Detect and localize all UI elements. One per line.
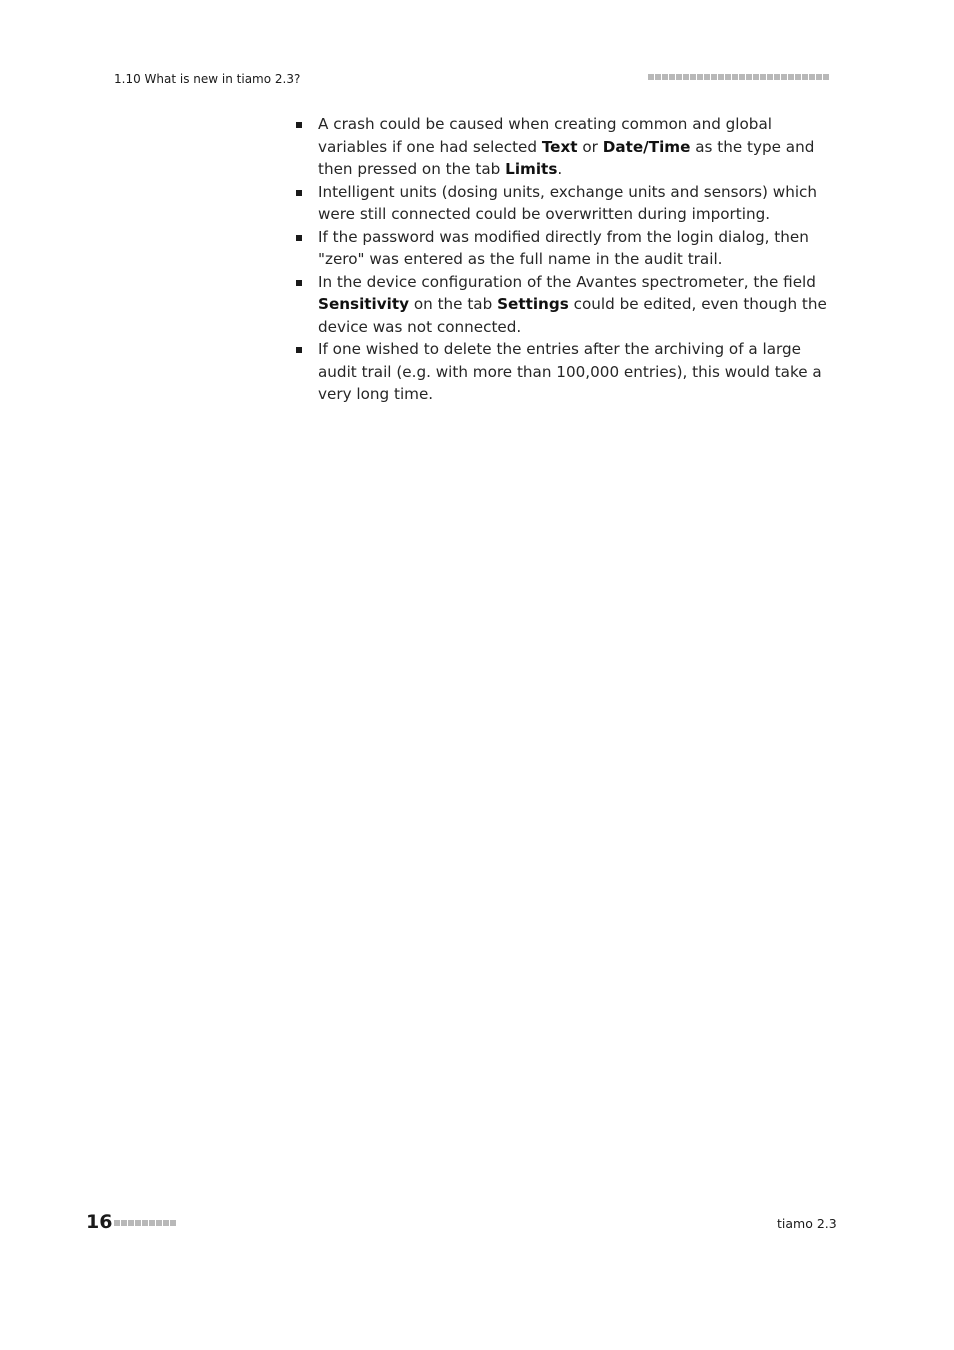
decorative-square (163, 1220, 169, 1226)
bullet-list (296, 113, 836, 406)
decorative-square (711, 74, 717, 80)
decorative-square (823, 74, 829, 80)
decorative-square (142, 1220, 148, 1226)
square-bullet-icon (296, 190, 302, 196)
running-header-section-title: 1.10 What is new in tiamo 2.3? (114, 72, 301, 86)
list-item-text: If one wished to delete the entries after the archiving of a large audit trail (e.g. with more than 100,000 entries), this would take a very long time. (318, 340, 822, 403)
decorative-square (732, 74, 738, 80)
decorative-square (170, 1220, 176, 1226)
decorative-square (135, 1220, 141, 1226)
list-item-text: or (577, 137, 603, 156)
decorative-square (802, 74, 808, 80)
list-item-text: A crash could be caused when creating common and global variables if one had selected (318, 115, 772, 156)
decorative-square (781, 74, 787, 80)
bold-term: Date/Time (602, 137, 691, 156)
square-bullet-icon (296, 347, 302, 353)
decorative-square (718, 74, 724, 80)
decorative-square (767, 74, 773, 80)
square-bullet-icon (296, 122, 302, 128)
decorative-square (149, 1220, 155, 1226)
decorative-square (739, 74, 745, 80)
list-item (296, 338, 836, 406)
decorative-square (753, 74, 759, 80)
decorative-square (725, 74, 731, 80)
list-item-text: as the type and then pressed on the tab (318, 137, 815, 178)
decorative-square (746, 74, 752, 80)
decorative-square (114, 1220, 120, 1226)
decorative-square (683, 74, 689, 80)
list-item-text: could be edited, even though the device was not connected. (318, 295, 827, 336)
decorative-square (816, 74, 822, 80)
decorative-square (648, 74, 654, 80)
decorative-square (788, 74, 794, 80)
list-item (296, 181, 836, 226)
bold-term: Limits (505, 160, 558, 178)
decorative-square (690, 74, 696, 80)
page-number: 16 (86, 1211, 113, 1233)
decorative-square (662, 74, 668, 80)
list-item-text: If the password was modified directly from the login dialog, then "zero" was entered as the full name in the audit trail. (318, 227, 809, 268)
footer-decorative-squares (114, 1220, 176, 1226)
bold-term: Text (541, 137, 578, 156)
list-item (296, 226, 836, 271)
square-bullet-icon (296, 235, 302, 241)
decorative-square (704, 74, 710, 80)
bold-term: Sensitivity (318, 295, 410, 313)
decorative-square (128, 1220, 134, 1226)
bullet-list-container (296, 113, 836, 406)
list-item-text: . (557, 160, 563, 178)
decorative-square (760, 74, 766, 80)
footer-product-name: tiamo 2.3 (777, 1216, 837, 1231)
decorative-square (795, 74, 801, 80)
header-decorative-squares (648, 74, 829, 80)
decorative-square (156, 1220, 162, 1226)
decorative-square (655, 74, 661, 80)
decorative-square (774, 74, 780, 80)
list-item (296, 113, 836, 181)
decorative-square (669, 74, 675, 80)
decorative-square (121, 1220, 127, 1226)
decorative-square (697, 74, 703, 80)
list-item-text: In the device configuration of the Avantes spectrometer, the field (318, 272, 816, 291)
square-bullet-icon (296, 280, 302, 286)
list-item-text: Intelligent units (dosing units, exchange units and sensors) which were still connected could be overwritten during importing. (318, 182, 818, 223)
bold-term: Settings (497, 295, 569, 313)
list-item-text: on the tab (409, 295, 498, 313)
decorative-square (809, 74, 815, 80)
list-item (296, 271, 836, 339)
decorative-square (676, 74, 682, 80)
